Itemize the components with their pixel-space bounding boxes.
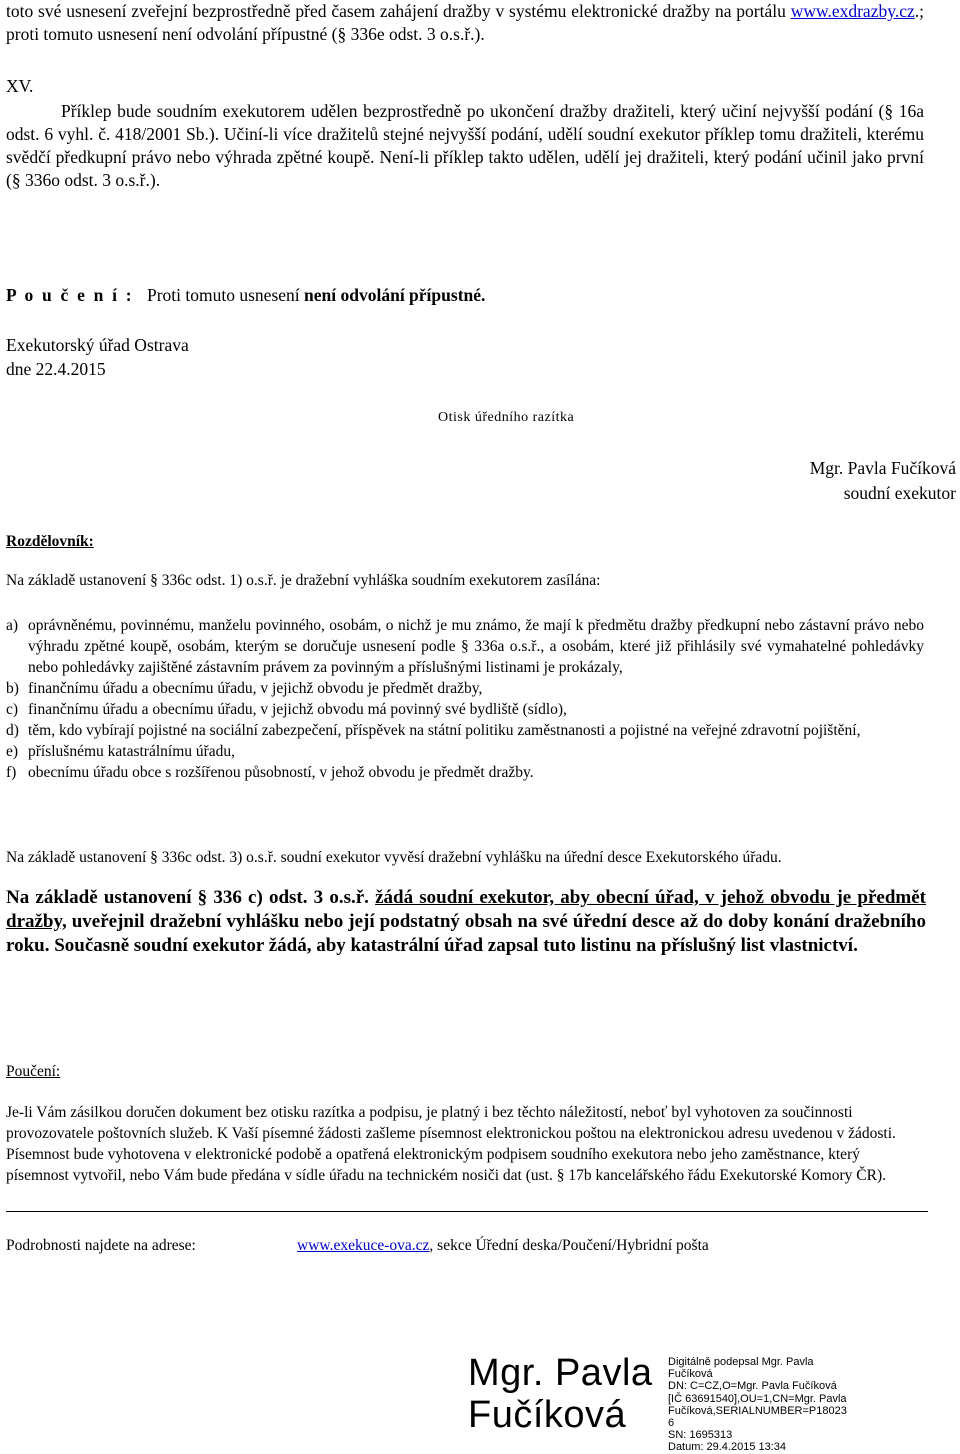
office-date: dne 22.4.2015 bbox=[6, 359, 106, 379]
stamp-placeholder: Otisk úředního razítka bbox=[438, 410, 575, 425]
request-text-1: Na základě ustanovení § 336 c) odst. 3 o.s.ř. bbox=[6, 887, 376, 908]
intro-paragraph bbox=[6, 0, 924, 46]
vyveseni-paragraph: Na základě ustanovení § 336c odst. 3) o.s.ř. soudní exekutor vyvěsí dražební vyhlášku na úřední desce Exekutorského úřadu. bbox=[6, 849, 782, 866]
signer-block bbox=[810, 456, 956, 506]
exekuce-ova-link[interactable]: www.exekuce-ova.cz bbox=[297, 1237, 430, 1254]
footer-pouceni-text: Je-li Vám zásilkou doručen dokument bez otisku razítka a podpisu, je platný i bez těchto náležitostí, neboť byl vyhotoven za součinnosti provozovatele poštovních služeb. K Vaší písemné žádosti zašleme písemnost elektronickou poštou na elektronickou adresu uvedenou v žádosti. Písemnost bude vyhotovena v elektronické podobě a opatřená elektronickým podpisem soudního exekutora nebo jeho zaměstnance, který písemnost vytvořil, nebo Vám bude předána v sídle úřadu na technickém nosiči dat (ust. § 17b kancelářského řádu Exekutorské Komory ČR). bbox=[6, 1104, 896, 1184]
digital-signature-info: Digitálně podepsal Mgr. Pavla Fučíková DN: C=CZ,O=Mgr. Pavla Fučíková [IČ 63691540],OU=1,CN=Mgr. Pavla Fučíková,SERIALNUMBER=P18023 6 SN: 1695313 Datum: 29.4.2015 13:34 bbox=[668, 1356, 847, 1454]
list-item: d) těm, kdo vybírají pojistné na sociální zabezpečení, příspěvek na státní politiku zaměstnanosti a pojistné na veřejné zdravotní pojištění, bbox=[6, 722, 861, 739]
signature-name-line1: Mgr. Pavla bbox=[468, 1352, 653, 1394]
details-label: Podrobnosti najdete na adrese: bbox=[6, 1237, 196, 1254]
intro-text-before: toto své usnesení zveřejní bezprostředně před časem zahájení dražby v systému elektronické dražby na portálu bbox=[6, 1, 791, 21]
divider bbox=[6, 1211, 928, 1212]
pouceni-label: P o u č e n í : bbox=[6, 285, 134, 305]
request-text-underlined: žádá soudní exekutor, aby obecní úřad, v jehož obvodu je předmět dražby, bbox=[6, 887, 926, 932]
intro-text-after: .; proti tomuto usnesení není odvolání přípustné (§ 336e odst. 3 o.s.ř.). bbox=[6, 1, 924, 44]
digital-signature-name bbox=[468, 1352, 653, 1436]
rozdelovnik-heading: Rozdělovník: bbox=[6, 533, 94, 550]
footer-pouceni-heading: Poučení: bbox=[6, 1063, 61, 1080]
exdrazby-link[interactable]: www.exdrazby.cz bbox=[790, 1, 915, 21]
signature-name-line2: Fučíková bbox=[468, 1394, 627, 1436]
list-item: b) finančnímu úřadu a obecnímu úřadu, v jejichž obvodu je předmět dražby, bbox=[6, 680, 483, 697]
rozdelovnik-list bbox=[6, 615, 924, 783]
office-name: Exekutorský úřad Ostrava bbox=[6, 335, 189, 355]
list-item: f) obecnímu úřadu obce s rozšířenou působností, v jehož obvodu je předmět dražby. bbox=[6, 764, 534, 781]
request-text-2: uveřejnil dražební vyhlášku nebo její podstatný obsah na své úřední desce až do doby konání dražebního roku. Současně soudní exekutor žádá, aby katastrální úřad zapsal tuto listinu na příslušný list vlastnictví. bbox=[6, 911, 926, 956]
signer-role: soudní exekutor bbox=[843, 483, 956, 503]
rozdelovnik-intro: Na základě ustanovení § 336c odst. 1) o.s.ř. je dražební vyhláška soudním exekutorem zasílána: bbox=[6, 572, 601, 589]
details-line bbox=[297, 1235, 709, 1256]
pouceni-text-bold: není odvolání přípustné. bbox=[304, 285, 486, 305]
section-xv-heading: XV. bbox=[6, 76, 34, 96]
request-paragraph bbox=[6, 886, 926, 958]
list-item: a) oprávněnému, povinnému, manželu povinného, osobám, o nichž je mu známo, že mají k předmětu dražby předkupní nebo zástavní právo nebo výhradu zpětné koupě, osobám, kterým se doručuje usnesení podle § 336a o.s.ř., a osobám, které již přihlásily své vymahatelné pohledávky nebo pohledávky zajištěné zástavním právem za povinným a příslušnými listinami je prokázaly, bbox=[6, 617, 924, 676]
list-item: c) finančnímu úřadu a obecnímu úřadu, v jejichž obvodu má povinný své bydliště (sídlo), bbox=[6, 701, 567, 718]
list-item: e) příslušnému katastrálnímu úřadu, bbox=[6, 743, 236, 760]
signer-name: Mgr. Pavla Fučíková bbox=[809, 458, 956, 478]
details-after-link: , sekce Úřední deska/Poučení/Hybridní pošta bbox=[429, 1237, 709, 1254]
pouceni-text: Proti tomuto usnesení bbox=[147, 285, 305, 305]
section-xv-text: Příklep bude soudním exekutorem udělen bezprostředně po ukončení dražby dražiteli, který učiní nejvyšší podání (§ 16a odst. 6 vyhl. č. 418/2001 Sb.). Učiní-li více dražitelů stejné nejvyšší podání, udělí soudní exekutor příklep tomu dražiteli, kterému svědčí předkupní právo nebo výhrada zpětné koupě. Není-li příklep takto udělen, udělí jej dražiteli, který podání učinil jako první (§ 336o odst. 3 o.s.ř.). bbox=[6, 101, 924, 190]
pouceni-line bbox=[6, 284, 924, 307]
